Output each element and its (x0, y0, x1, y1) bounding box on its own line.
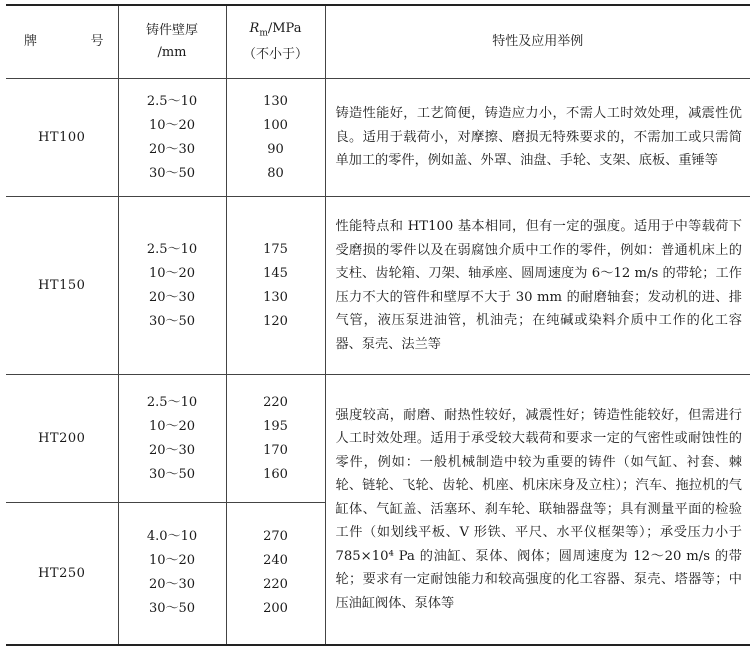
table-row (6, 79, 750, 197)
rm-value: 195 (263, 418, 288, 434)
thickness-value: 4.0～10 (146, 529, 198, 545)
grey-cast-iron-table (6, 4, 750, 646)
rm-cell (226, 375, 325, 503)
thickness-value: 20～30 (148, 141, 196, 157)
rm-cell (226, 197, 325, 375)
header-thickness (118, 5, 226, 79)
rm-cell (226, 503, 325, 645)
header-grade-left: 牌 (24, 34, 38, 49)
thickness-value: 20～30 (148, 442, 196, 458)
thickness-value: 2.5～10 (146, 93, 198, 109)
grade-cell: HT150 (6, 197, 118, 375)
rm-value: 170 (263, 442, 288, 458)
thickness-value: 10～20 (148, 265, 196, 281)
rm-value: 130 (263, 289, 288, 305)
header-applications: 特性及应用举例 (492, 34, 584, 49)
table-row (6, 375, 750, 503)
grade-cell: HT200 (6, 375, 118, 503)
thickness-value: 30～50 (148, 466, 196, 482)
header-rm (226, 5, 325, 79)
table-header-row (6, 5, 750, 79)
grade-cell: HT100 (6, 79, 118, 197)
thickness-value: 10～20 (148, 117, 196, 133)
header-thickness-line2: /mm (157, 45, 187, 60)
rm-value: 145 (263, 265, 288, 281)
rm-value: 175 (263, 241, 288, 257)
thickness-value: 30～50 (148, 165, 196, 181)
thickness-value: 2.5～10 (146, 394, 198, 410)
thickness-cell (118, 197, 226, 375)
header-rm-sub: m (259, 28, 268, 39)
header-rm-line2: （不小于） (242, 47, 308, 63)
thickness-value: 10～20 (148, 418, 196, 434)
thickness-cell (118, 79, 226, 197)
header-grade (6, 5, 118, 79)
rm-value: 220 (263, 577, 288, 593)
thickness-value: 20～30 (148, 577, 196, 593)
thickness-value: 2.5～10 (146, 241, 198, 257)
rm-value: 100 (263, 117, 288, 133)
rm-value: 80 (267, 165, 284, 181)
thickness-value: 30～50 (148, 313, 196, 329)
rm-value: 130 (263, 93, 288, 109)
rm-value: 240 (263, 553, 288, 569)
application-cell: 铸造性能好，工艺简便，铸造应力小，不需人工时效处理，减震性优良。适用于载荷小，对摩擦、磨损无特殊要求的，不需加工或只需简单加工的零件，例如盖、外罩、油盘、手轮、支架、底板、重锤等 (335, 106, 742, 169)
rm-value: 120 (263, 313, 288, 329)
application-cell: 性能特点和 HT100 基本相同，但有一定的强度。适用于中等载荷下受磨损的零件以及在弱腐蚀介质中工作的零件，例如：普通机床上的支柱、齿轮箱、刀架、轴承座、圆周速度为 6～12 m/s 的带轮；工作压力不大的管件和壁厚不大于 30 mm 的耐磨轴套；发动机的进、排气管，液压泵进油管，机油壳；在纯碱或染料介质中工作的化工容器、泵壳、法兰等 (335, 219, 742, 352)
thickness-value: 30～50 (148, 601, 196, 617)
header-thickness-line1: 铸件壁厚 (145, 23, 198, 38)
header-rm-symbol: R (249, 20, 260, 36)
rm-value: 90 (267, 141, 284, 157)
rm-value: 160 (263, 466, 288, 482)
application-cell-shared: 强度较高，耐磨、耐热性较好，减震性好；铸造性能较好，但需进行人工时效处理。适用于承受较大载荷和要求一定的气密性或耐蚀性的零件，例如：一般机械制造中较为重要的铸件（如气缸、衬套、棘轮、链轮、飞轮、齿轮、机座、机床床身及立柱）；汽车、拖拉机的气缸体、气缸盖、活塞环、刹车轮、联轴器盘等；具有测量平面的检验工件（如划线平板、V 形铁、平尺、水平仪框架等）；承受压力小于 785×10⁴ Pa 的油缸、泵体、阀体；圆周速度为 12～20 m/s 的带轮；要求有一定耐蚀能力和较高强度的化工容器、泵壳、塔器等；中压油缸阀体、泵体等 (335, 407, 742, 611)
rm-value: 220 (263, 394, 288, 410)
thickness-cell (118, 503, 226, 645)
table-row (6, 197, 750, 375)
rm-value: 270 (263, 529, 288, 545)
header-rm-unit: /MPa (267, 20, 302, 36)
rm-cell (226, 79, 325, 197)
rm-value: 200 (263, 601, 288, 617)
header-grade-right: 号 (90, 34, 104, 49)
thickness-cell (118, 375, 226, 503)
thickness-value: 10～20 (148, 553, 196, 569)
grade-cell: HT250 (6, 503, 118, 645)
thickness-value: 20～30 (148, 289, 196, 305)
